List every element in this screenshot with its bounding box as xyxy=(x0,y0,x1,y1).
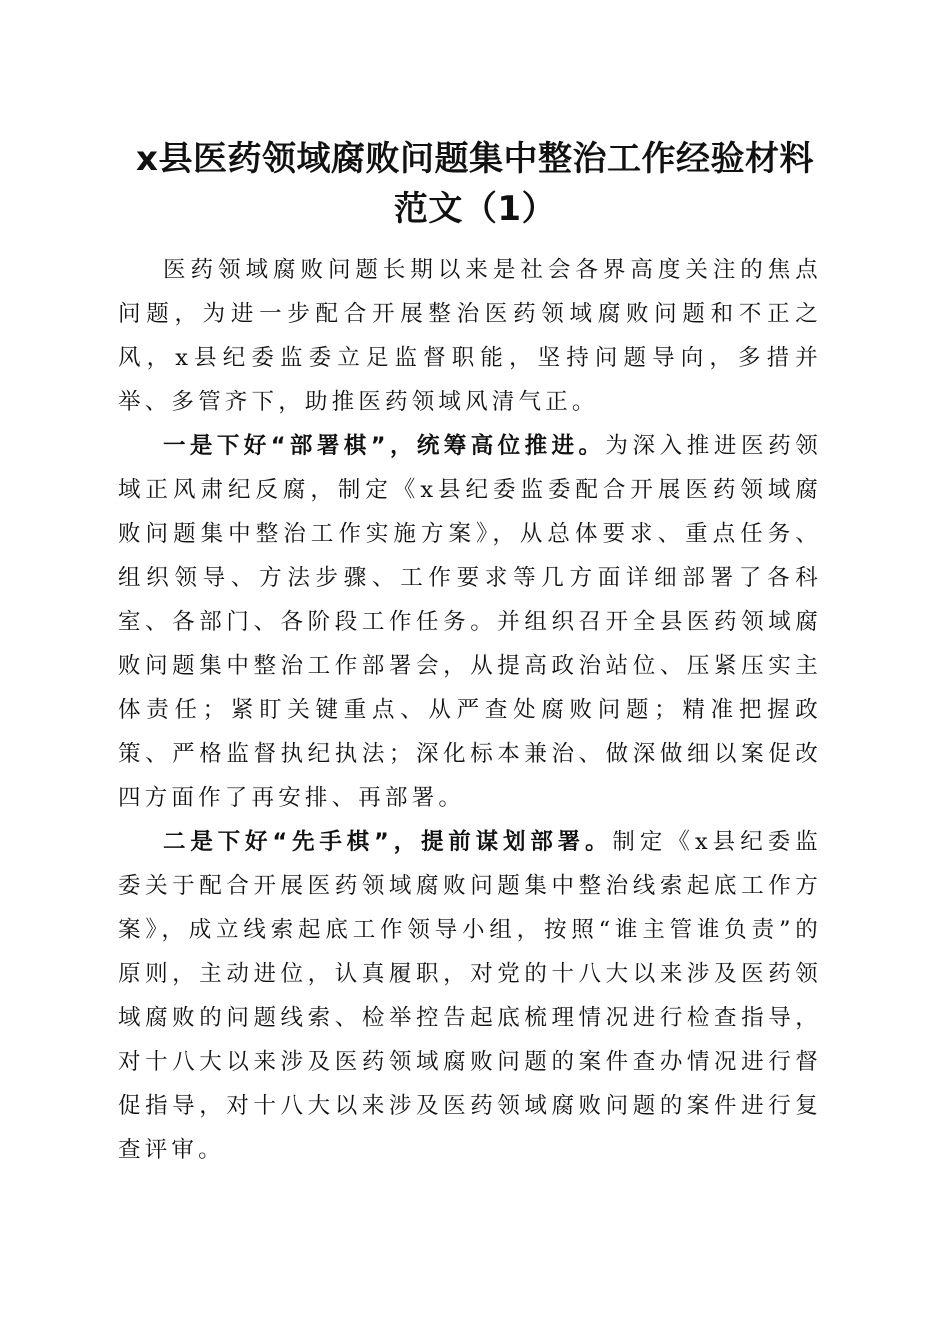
paragraph-lead: 一是下好“部署棋”，统筹高位推进。 xyxy=(163,433,606,459)
title-line-2: 范文（1） xyxy=(393,189,557,229)
document-body xyxy=(118,248,822,1172)
paragraph-deployment xyxy=(118,424,822,820)
paragraph-lead: 二是下好“先手棋”，提前谋划部署。 xyxy=(163,829,613,855)
document-title xyxy=(100,134,850,234)
paragraph-text: 为深入推进医药领域正风肃纪反腐，制定《x县纪委监委配合开展医药领域腐败问题集中整治工作实施方案》，从总体要求、重点任务、组织领导、方法步骤、工作要求等几方面详细部署了各科室、各部门、各阶段工作任务。并组织召开全县医药领域腐败问题集中整治工作部署会，从提高政治站位、压紧压实主体责任；紧盯关键重点、从严查处腐败问题；精准把握政策、严格监督执纪执法；深化标本兼治、做深做细以案促改四方面作了再安排、再部署。 xyxy=(118,433,822,811)
title-line-1: x县医药领域腐败问题集中整治工作经验材料 xyxy=(136,139,814,179)
paragraph-planning xyxy=(118,820,822,1172)
paragraph-text: 医药领域腐败问题长期以来是社会各界高度关注的焦点问题，为进一步配合开展整治医药领域腐败问题和不正之风，x县纪委监委立足监督职能，坚持问题导向，多措并举、多管齐下，助推医药领域风清气正。 xyxy=(118,257,822,415)
paragraph-text: 制定《x县纪委监委关于配合开展医药领域腐败问题集中整治线索起底工作方案》，成立线索起底工作领导小组，按照“谁主管谁负责”的原则，主动进位，认真履职，对党的十八大以来涉及医药领域腐败的问题线索、检举控告起底梳理情况进行检查指导，对十八大以来涉及医药领域腐败问题的案件查办情况进行督促指导，对十八大以来涉及医药领域腐败问题的案件进行复查评审。 xyxy=(118,829,823,1163)
paragraph-intro xyxy=(118,248,822,424)
